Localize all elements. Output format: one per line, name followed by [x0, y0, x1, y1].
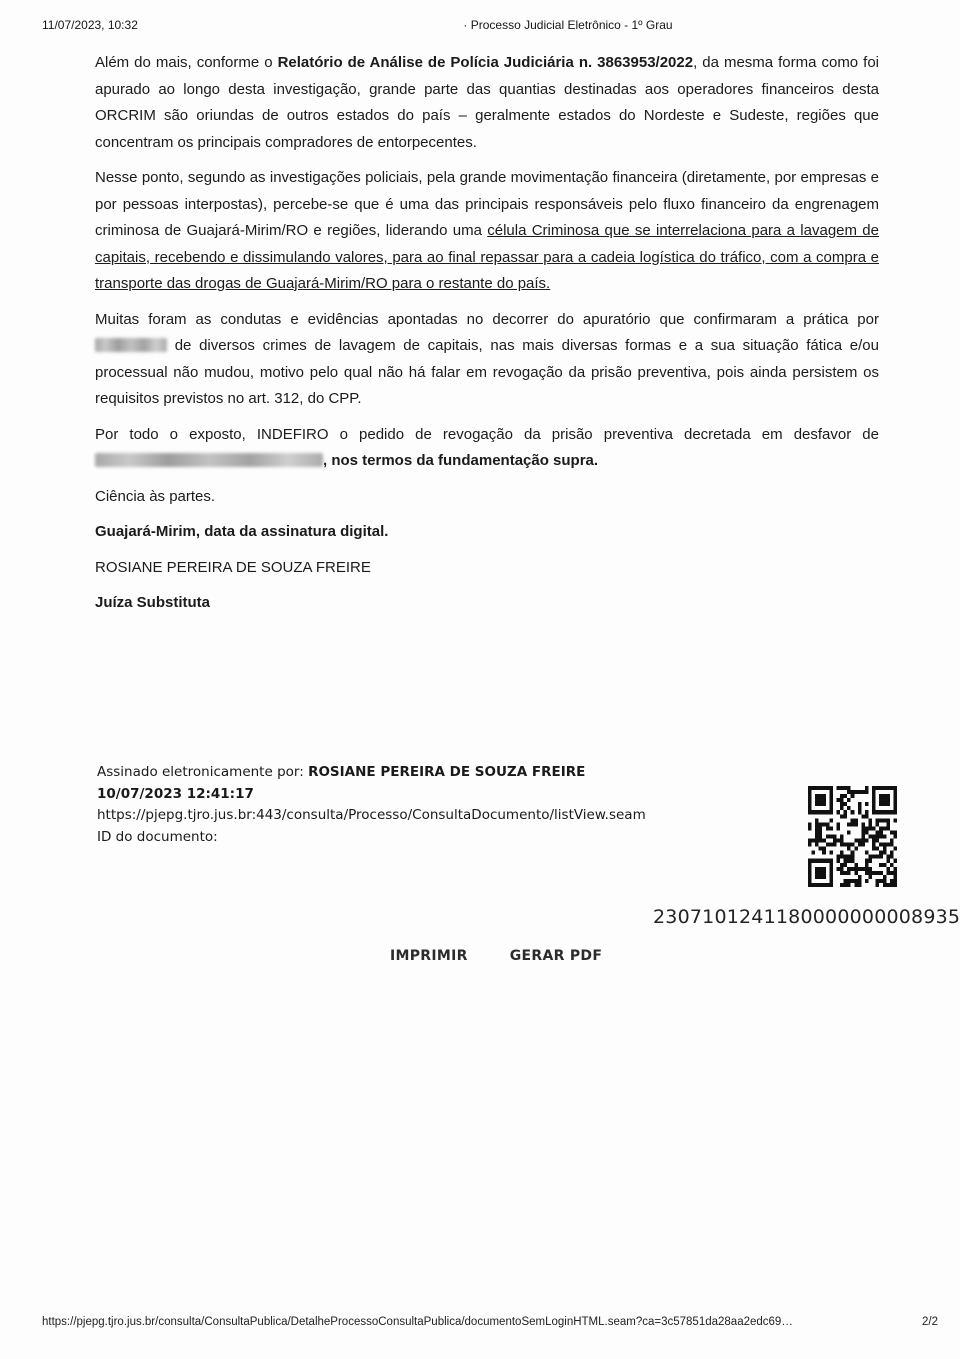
qr-code [808, 786, 897, 887]
header-datetime: 11/07/2023, 10:32 [42, 18, 138, 32]
signature-block [97, 762, 697, 848]
generate-pdf-button[interactable]: GERAR PDF [509, 948, 603, 964]
document-id-number: 2307101241180000000008935 [653, 906, 960, 928]
redacted-text [95, 453, 323, 467]
paragraph: Além do mais, conforme o Relatório de Análise de Polícia Judiciária n. 3863953/2022, da mesma forma como foi apurado ao longo desta investigação, grande parte das quantias destinadas aos operadores financeiros desta ORCRIM são oriundas de outros estados do país – geralmente estados do Nordeste e Sudeste, regiões que concentram os principais compradores de entorpecentes. [95, 54, 879, 151]
paragraph: Nesse ponto, segundo as investigações policiais, pela grande movimentação financeira (diretamente, por empresas e por pessoas interpostas), percebe-se que é uma das principais responsáveis pelo fluxo financeiro da engrenagem criminosa de Guajará-Mirim/RO e regiões, liderando uma célula Criminosa que se interrelaciona para a lavagem de capitais, recebendo e dissimulando valores, para ao final repassar para a cadeia logística do tráfico, com a compra e transporte das drogas de Guajará-Mirim/RO para o restante do país. [95, 169, 879, 292]
judge-title: Juíza Substituta [95, 594, 211, 611]
signature-datetime: 10/07/2023 12:41:17 [97, 785, 254, 802]
action-bar [390, 948, 602, 964]
header-title: · Processo Judicial Eletrônico - 1º Grau [463, 18, 673, 32]
signed-by-name: ROSIANE PEREIRA DE SOUZA FREIRE [308, 764, 586, 780]
document-id-label: ID do documento: [97, 828, 218, 845]
signature-place-line: Guajará-Mirim, data da assinatura digital. [95, 523, 389, 540]
signed-by-line [97, 762, 697, 784]
judge-name: ROSIANE PEREIRA DE SOUZA FREIRE [95, 558, 371, 576]
redacted-text [95, 338, 167, 352]
signed-by-label: Assinado eletronicamente por: [97, 764, 309, 780]
paragraph: Muitas foram as condutas e evidências apontadas no decorrer do apuratório que confirmaram a prática por de diversos crimes de lavagem de capitais, nas mais diversas formas e a sua situação fática e/ou processual não mudou, motivo pelo qual não há falar em revogação da prisão preventiva, pois ainda persistem os requisitos previstos no art. 312, do CPP. [95, 310, 879, 407]
paragraph: Ciência às partes. [95, 487, 216, 505]
paragraph: Por todo o exposto, INDEFIRO o pedido de revogação da prisão preventiva decretada em desfavor de , nos termos da fundamentação supra. [95, 425, 879, 469]
signature-url: https://pjepg.tjro.jus.br:443/consulta/Processo/ConsultaDocumento/listView.seam [97, 807, 646, 823]
print-button[interactable]: IMPRIMIR [390, 948, 468, 964]
footer-url: https://pjepg.tjro.jus.br/consulta/ConsultaPublica/DetalheProcessoConsultaPublica/documentoSemLoginHTML.seam?ca=3c57851da28aa2edc69… [42, 1316, 793, 1328]
footer-page-indicator: 2/2 [922, 1316, 938, 1328]
document-body [95, 50, 879, 626]
